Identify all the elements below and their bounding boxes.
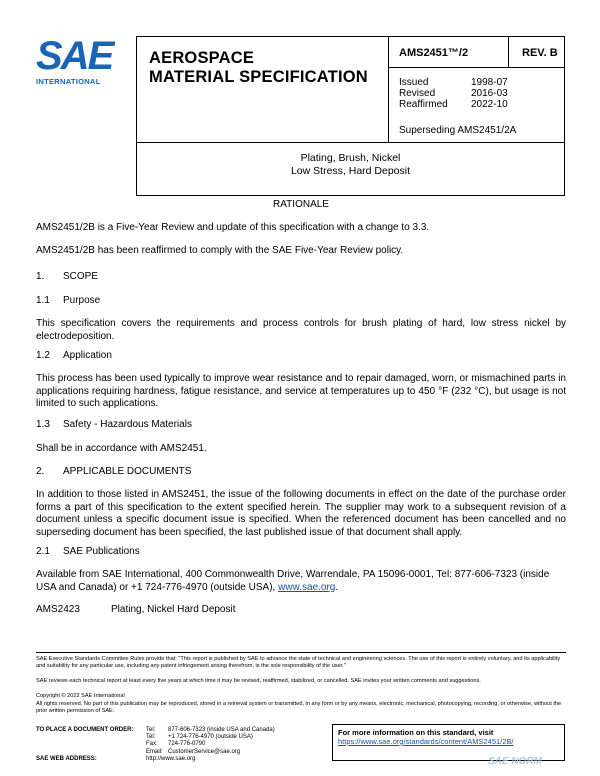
contact-key: Tel:: [146, 734, 156, 741]
section-2-heading: [36, 466, 566, 479]
section-number: 2.1: [36, 546, 50, 557]
order-contacts: [36, 727, 275, 763]
rationale-heading: RATIONALE: [273, 199, 329, 210]
section-number: 1.3: [36, 419, 50, 430]
section-2-1-text: [36, 569, 566, 594]
contact-row: [36, 749, 275, 756]
date-value: 2016-03: [471, 88, 508, 99]
footer-review-note: SAE reviews each technical report at least every five years at which time it may be revised, reaffirmed, stabilized, or cancelled. SAE invites your written comments and suggestions.: [36, 678, 481, 684]
footer-copyright: Copyright © 2022 SAE International: [36, 693, 125, 699]
reference-row: [36, 604, 566, 617]
rationale-paragraph-2: AMS2451/2B has been reaffirmed to comply with the SAE Five-Year Review policy.: [36, 245, 404, 256]
reference-id: AMS2423: [36, 604, 80, 615]
contact-value: 877-606-7323 (inside USA and Canada): [168, 727, 275, 733]
date-label: Revised: [399, 88, 436, 99]
date-list: [399, 77, 508, 110]
logo-sub: INTERNATIONAL: [36, 77, 101, 86]
section-1-3-heading: [36, 419, 566, 432]
section-number: 1.2: [36, 350, 50, 361]
title-line-1: AEROSPACE: [149, 49, 255, 67]
sae-logo: [36, 36, 126, 86]
sae-website-link[interactable]: www.sae.org: [278, 581, 336, 593]
document-id: AMS2451™/2: [389, 37, 509, 68]
date-value: 2022-10: [471, 99, 508, 110]
web-label: SAE WEB ADDRESS:: [36, 755, 97, 762]
contact-key: Fax:: [146, 741, 158, 748]
contact-row: [36, 734, 275, 741]
document-type-title: [149, 49, 368, 87]
contact-row: [36, 756, 275, 763]
section-2-text: In addition to those listed in AMS2451, the issue of the following documents in effect on the date of the purchase order forms a part of this specification to the extent specified herein. The supplier may work to a subsequent revision of a document unless a specific document issue is specified. When the referenced document has been cancelled and no superseding document has been specified, the last published issue of that document shall apply.: [36, 489, 566, 538]
web-address-link[interactable]: http://www.sae.org: [146, 755, 196, 762]
date-row-reaffirmed: [399, 99, 508, 110]
title-line-2: MATERIAL SPECIFICATION: [149, 68, 368, 86]
section-title: APPLICABLE DOCUMENTS: [63, 466, 192, 477]
section-title: SCOPE: [63, 271, 99, 282]
section-title: SAE Publications: [63, 546, 140, 557]
subject-line-1: Plating, Brush, Nickel: [300, 152, 401, 164]
section-1-1-heading: [36, 295, 566, 308]
section-1-2-heading: [36, 350, 566, 363]
contact-value: +1 724-776-4970 (outside USA): [168, 734, 253, 741]
revision-label: REV. B: [509, 37, 564, 68]
contact-email[interactable]: CustomerService@sae.org: [168, 748, 241, 755]
section-number: 1.1: [36, 295, 50, 306]
header-title-cell: [137, 37, 389, 142]
superseding-note: Superseding AMS2451/2A: [399, 125, 517, 136]
section-1-3-text: Shall be in accordance with AMS2451.: [36, 443, 207, 454]
date-row-revised: [399, 88, 508, 99]
logo-brand: SAE: [36, 34, 113, 78]
footer-rights-note: All rights reserved. No part of this publication may be reproduced, stored in a retrieval system or transmitted, in any form or by any means, electronic, mechanical, photocopying, recording, or otherwise, without the prior written permission of SAE.: [36, 701, 562, 714]
section-number: 2.: [36, 466, 45, 477]
footer-rules-note: SAE Executive Standards Committee Rules provide that: "This report is published by SAE to advance the state of technical and engineering sciences. The use of this report is entirely voluntary, and its applicability and suitability for any particular use, including any patent infringement arising therefrom, is the sole responsibility of the user.": [36, 656, 561, 669]
contact-key: Email:: [146, 748, 163, 755]
standard-page-link[interactable]: https://www.sae.org/standards/content/AMS2451/2B/: [338, 737, 514, 746]
section-title: Purpose: [63, 295, 101, 306]
section-2-1-heading: [36, 546, 566, 559]
contact-key: Tel:: [146, 727, 156, 733]
section-title: Application: [63, 350, 112, 361]
date-label: Issued: [399, 77, 429, 88]
order-label: TO PLACE A DOCUMENT ORDER:: [36, 727, 134, 733]
contact-row: [36, 727, 275, 734]
date-value: 1998-07: [471, 77, 508, 88]
header-box: [136, 36, 565, 196]
more-info-text: For more information on this standard, visit: [338, 728, 494, 737]
watermark: SAE NORM: [488, 756, 542, 767]
rationale-paragraph-1: AMS2451/2B is a Five-Year Review and update of this specification with a change to 3.3.: [36, 222, 430, 233]
footer-divider: [36, 652, 566, 653]
header-meta-cell: [389, 37, 564, 142]
section-1-heading: [36, 271, 566, 284]
section-title: Safety - Hazardous Materials: [63, 419, 192, 430]
contact-value: 724-776-0790: [168, 741, 206, 748]
section-1-1-text: This specification covers the requirements and process controls for brush plating of hard, low stress nickel by electrodeposition.: [36, 318, 566, 342]
date-label: Reaffirmed: [399, 99, 448, 110]
sae-address: Available from SAE International, 400 Commonwealth Drive, Warrendale, PA 15096-0001, Tel: 877-606-7323 (inside USA and Canada) or +1 724-776-4970 (outside USA),: [36, 569, 550, 593]
contact-row: [36, 741, 275, 748]
sentence-end: .: [335, 581, 339, 593]
contact-table: [36, 727, 275, 763]
date-row-issued: [399, 77, 508, 88]
subject-line-2: Low Stress, Hard Deposit: [290, 165, 411, 177]
reference-title: Plating, Nickel Hard Deposit: [111, 604, 236, 615]
subject-title: [137, 142, 564, 178]
section-1-2-text: This process has been used typically to improve wear resistance and to repair damaged, worn, or mismachined parts in applications requiring hardness, fatigue resistance, and service at temperatures up to 450 °F (232 °C), but usage is not limited to such applications.: [36, 373, 566, 409]
section-number: 1.: [36, 271, 45, 282]
